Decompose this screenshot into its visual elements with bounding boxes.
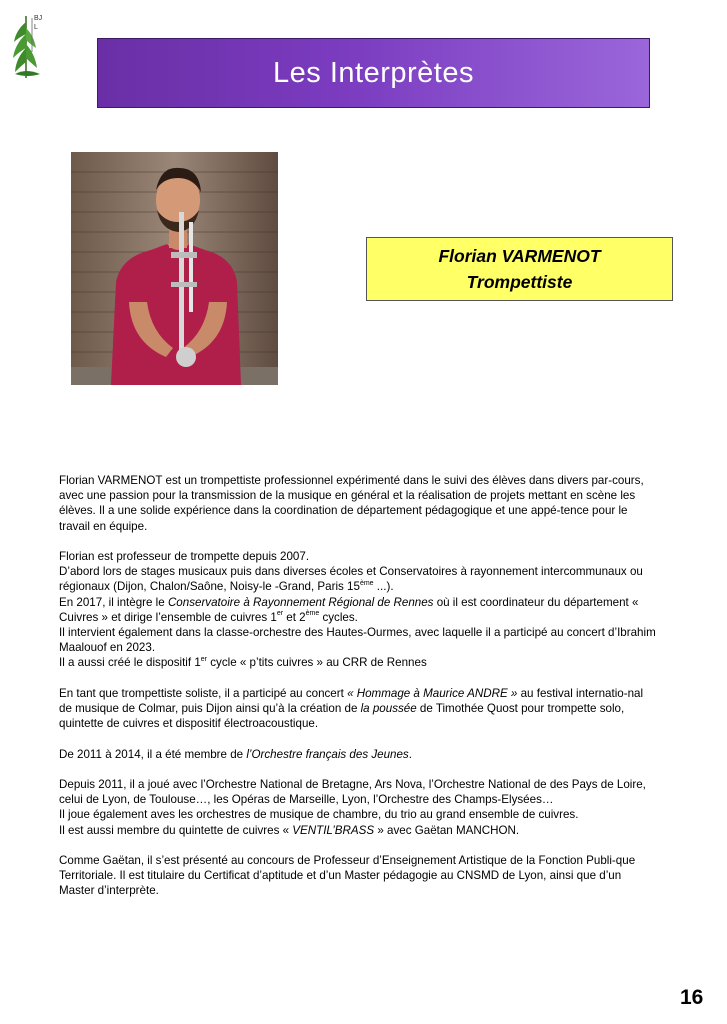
bio-line-ptits-cuivres: Il a aussi créé le dispositif 1er cycle « p’tits cuivres » au CRR de Rennes — [59, 655, 427, 670]
bio-paragraph-diplomas: Comme Gaëtan, il s’est présenté au concours de Professeur d’Enseignement Artistique de la Fonction Publi-que Territoriale. Il est titulaire du Certificat d’aptitude et d’un Master pédagogie au CNSMD de Lyon, ainsi que d’un Master d’interprète. — [59, 854, 636, 898]
performer-role: Trompettiste — [466, 272, 573, 292]
performer-photo — [71, 152, 278, 385]
bio-line-orchestras: Depuis 2011, il a joué avec l’Orchestre National de Bretagne, Ars Nova, l’Orchestre National de des Pays de Loire, celui de Lyon, de Toulouse…, les Opéras de Marseille, Lyon, l’Orchestre des Champs-Elysées… — [59, 778, 646, 807]
fern-leaf-icon — [10, 12, 46, 86]
page-title: Les Interprètes — [273, 56, 474, 89]
logo-letters: BJL — [34, 15, 43, 31]
bio-line-chamber: Il joue également aves les orchestres de musique de chambre, du trio au grand ensemble de cuivres. — [59, 808, 579, 822]
performer-name: Florian VARMENOT — [438, 246, 601, 266]
bio-line-hautes-ourmes: Il intervient également dans la classe-orchestre des Hautes-Ourmes, avec laquelle il a participé au concert d’Ibrahim Maalouof en 2023. — [59, 626, 656, 655]
bio-line-rennes: En 2017, il intègre le Conservatoire à Rayonnement Régional de Rennes où il est coordinateur du département « Cuivres » et dirige l’ensemble de cuivres 1er et 2ème cycles. — [59, 595, 639, 624]
bio-line-quintet: Il est aussi membre du quintette de cuivres « VENTIL’BRASS » avec Gaëtan MANCHON. — [59, 823, 520, 837]
bio-paragraph-1: Florian VARMENOT est un trompettiste professionnel expérimenté dans le suivi des élèves dans divers par-cours, avec une passion pour la transmission de la musique en général et la réalisation de projets mettant en scène les élèves. Il a une solide expérience dans la coordination de département pédagogique et une appé-tence pour le travail en équipe. — [59, 474, 644, 533]
page-number: 16 — [680, 986, 704, 1009]
bio-line-teacher: Florian est professeur de trompette depuis 2007. — [59, 550, 310, 563]
page-header-banner — [97, 38, 650, 108]
bio-line-stages: D’abord lors de stages musicaux puis dans diverses écoles et Conservatoires à rayonnement intercommunaux ou régionaux (Dijon, Chalon/Saône, Noisy-le -Grand, Paris 15ème ...). — [59, 565, 643, 594]
bio-paragraph-soliste: En tant que trompettiste soliste, il a participé au concert « Hommage à Maurice ANDRE » au festival internatio-nal de musique de Colmar, puis Dijon ainsi qu’à la création de la poussée de Timothée Quost pour trompette solo, quintette de cuivres et dispositif électroacoustique. — [59, 686, 644, 731]
performer-name-box — [366, 237, 673, 301]
biography-text — [59, 473, 659, 899]
bio-paragraph-ofj: De 2011 à 2014, il a été membre de l’Orchestre français des Jeunes. — [59, 747, 412, 761]
